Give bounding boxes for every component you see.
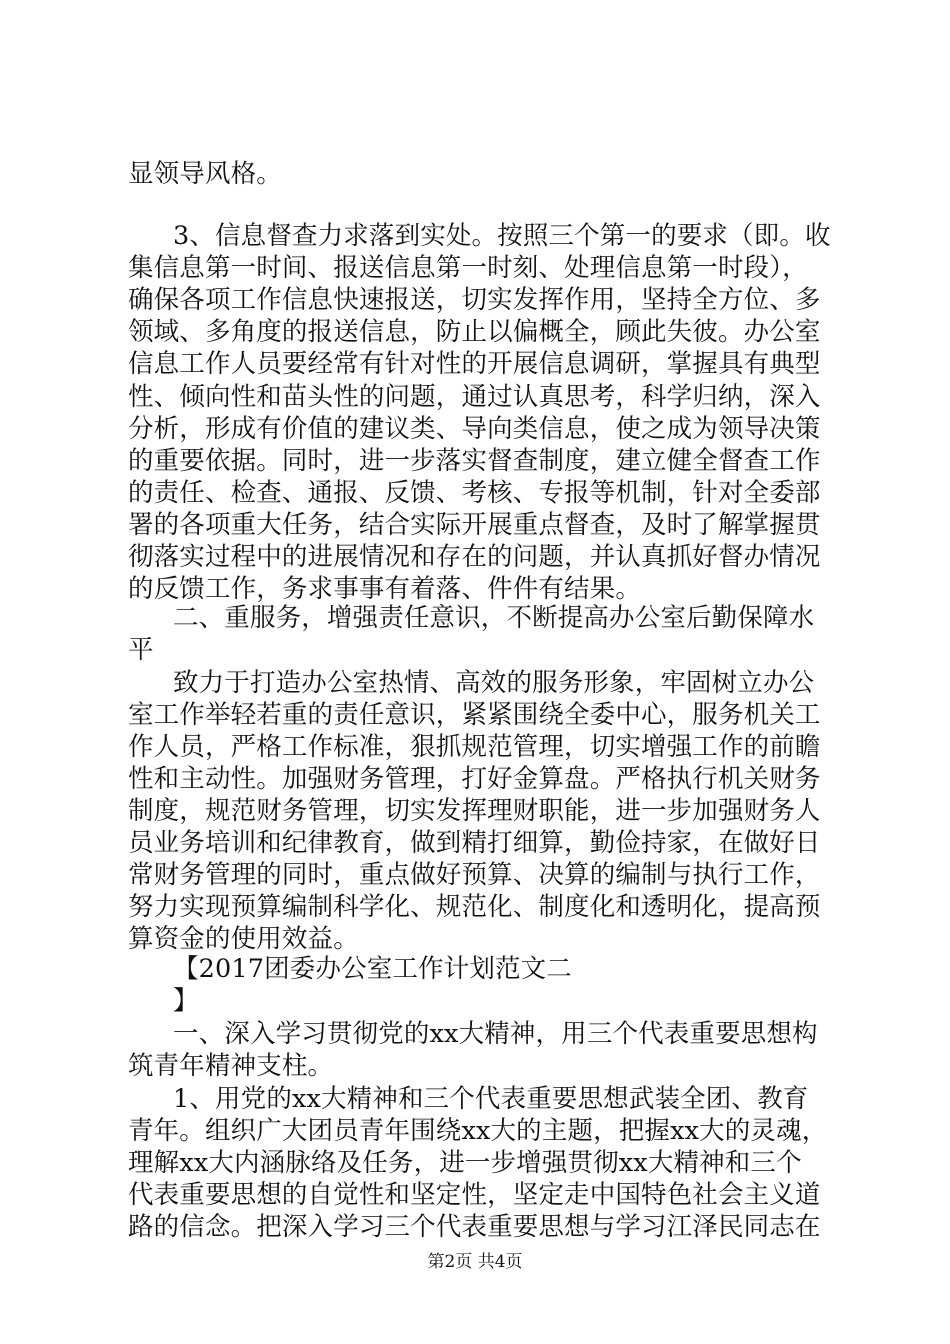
text-line: 员业务培训和纪律教育，做到精打细算，勤俭持家，在做好日 [128,828,821,858]
text-line: 理解xx大内涵脉络及任务，进一步增强贯彻xx大精神和三个 [128,1148,802,1178]
text-line: 青年。组织广大团员青年围绕xx大的主题，把握xx大的灵魂， [128,1116,828,1146]
page-footer: 第2页 共4页 [427,1252,523,1272]
text-line: 的重要依据。同时，进一步落实督查制度，建立健全督查工作 [128,446,821,476]
text-line: 】 [173,986,199,1016]
text-line: 领域、多角度的报送信息，防止以偏概全，顾此失彼。办公室 [128,317,821,347]
text-line: 署的各项重大任务，结合实际开展重点督查，及时了解掌握贯 [128,510,821,540]
text-line: 路的信念。把深入学习三个代表重要思想与学习江泽民同志在 [128,1212,821,1242]
text-line: 平 [128,635,154,665]
text-line: 致力于打造办公室热情、高效的服务形象，牢固树立办公 [173,668,815,698]
text-line: 算资金的使用效益。 [128,924,359,954]
text-line: 3、信息督查力求落到实处。按照三个第一的要求（即。收 [173,221,831,251]
text-line: 室工作举轻若重的责任意识，紧紧围绕全委中心，服务机关工 [128,700,821,730]
text-line: 1、用党的xx大精神和三个代表重要思想武装全团、教育 [173,1084,809,1114]
text-line: 确保各项工作信息快速报送，切实发挥作用，坚持全方位、多 [128,285,821,315]
text-line: 信息工作人员要经常有针对性的开展信息调研，掌握具有典型 [128,349,821,379]
text-line: 彻落实过程中的进展情况和存在的问题，并认真抓好督办情况 [128,542,821,572]
text-line: 努力实现预算编制科学化、规范化、制度化和透明化，提高预 [128,892,821,922]
text-line: 代表重要思想的自觉性和坚定性，坚定走中国特色社会主义道 [128,1180,821,1210]
text-line: 性、倾向性和苗头性的问题，通过认真思考，科学归纳，深入 [128,382,821,412]
text-line: 性和主动性。加强财务管理，打好金算盘。严格执行机关财务 [128,764,821,794]
text-line: 制度，规范财务管理，切实发挥理财职能，进一步加强财务人 [128,796,821,826]
text-line: 一、深入学习贯彻党的xx大精神，用三个代表重要思想构 [173,1019,818,1049]
text-line: 筑青年精神支柱。 [128,1051,334,1081]
text-line: 二、重服务，增强责任意识，不断提高办公室后勤保障水 [173,603,815,633]
text-line: 显领导风格。 [128,159,282,189]
text-line: 作人员，严格工作标准，狠抓规范管理，切实增强工作的前瞻 [128,732,821,762]
text-line: 的责任、检查、通报、反馈、考核、专报等机制，针对全委部 [128,478,821,508]
text-line: 分析，形成有价值的建议类、导向类信息，使之成为领导决策 [128,414,821,444]
text-line: 的反馈工作，务求事事有着落、件件有结果。 [128,574,642,604]
text-line: 常财务管理的同时，重点做好预算、决算的编制与执行工作， [128,860,821,890]
text-line: 【2017团委办公室工作计划范文二 [173,954,572,984]
text-line: 集信息第一时间、报送信息第一时刻、处理信息第一时段）， [128,253,808,283]
